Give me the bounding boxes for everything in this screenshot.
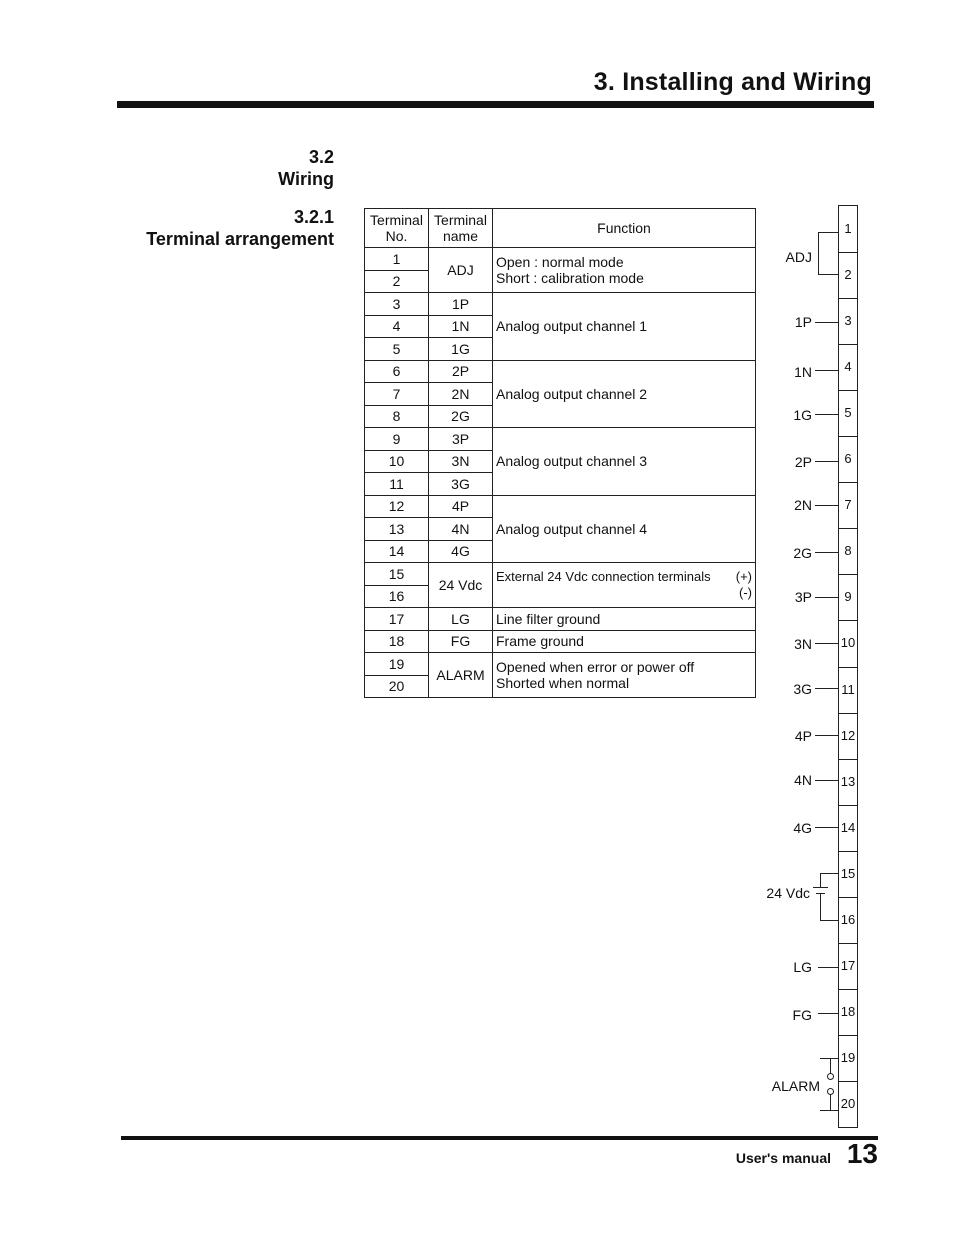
terminal-divider <box>839 344 857 345</box>
terminal-divider <box>839 252 857 253</box>
wire <box>815 322 838 323</box>
terminal-divider <box>839 989 857 990</box>
terminal-divider <box>839 528 857 529</box>
wire <box>818 967 838 968</box>
polarity-minus: (-) <box>739 585 752 600</box>
footer-label: User's manual <box>735 1150 831 1166</box>
terminal-number: 19 <box>840 1049 856 1065</box>
wire <box>815 552 838 553</box>
function-line: Short : calibration mode <box>496 270 644 286</box>
terminal-name: FG <box>429 630 493 653</box>
section-number: 3.2 <box>308 147 334 167</box>
terminal-no: 12 <box>365 495 429 518</box>
terminal-function: Analog output channel 2 <box>493 360 756 428</box>
diagram-label-1n: 1N <box>794 364 812 380</box>
terminal-divider <box>839 805 857 806</box>
wire <box>815 735 838 736</box>
terminal-name: ADJ <box>429 248 493 293</box>
terminal-name: 3N <box>429 450 493 473</box>
footer-rule <box>121 1136 878 1140</box>
wire <box>815 688 838 689</box>
terminal-name: 3P <box>429 428 493 451</box>
terminal-divider <box>839 897 857 898</box>
wire <box>815 643 838 644</box>
terminal-function: Analog output channel 4 <box>493 495 756 563</box>
diagram-label-3p: 3P <box>794 589 812 605</box>
terminal-number: 8 <box>844 543 852 559</box>
terminal-name: 4P <box>429 495 493 518</box>
adj-switch-line <box>818 232 819 274</box>
wire <box>815 597 838 598</box>
terminal-divider <box>839 759 857 760</box>
terminal-divider <box>839 1035 857 1036</box>
terminal-no: 18 <box>365 630 429 653</box>
terminal-divider <box>839 620 857 621</box>
wire <box>818 232 838 233</box>
diagram-label-24vdc: 24 Vdc <box>766 885 810 901</box>
subsection-number: 3.2.1 <box>293 207 334 227</box>
wire <box>820 1058 838 1059</box>
terminal-no: 1 <box>365 248 429 271</box>
terminal-no: 14 <box>365 540 429 563</box>
terminal-name: 4G <box>429 540 493 563</box>
terminal-number: 2 <box>844 267 852 283</box>
wire <box>820 873 821 887</box>
terminal-number: 13 <box>840 773 856 789</box>
wire <box>820 1110 838 1111</box>
diagram-label-4g: 4G <box>793 820 812 836</box>
diagram-label-1g: 1G <box>793 407 812 423</box>
function-line: External 24 Vdc connection terminals <box>496 569 711 584</box>
diagram-label-3n: 3N <box>794 636 812 652</box>
wire <box>815 505 838 506</box>
terminal-no: 10 <box>365 450 429 473</box>
terminal-number: 6 <box>844 451 852 467</box>
terminal-no: 2 <box>365 270 429 293</box>
terminal-number: 11 <box>841 681 855 697</box>
terminal-number: 9 <box>844 589 852 605</box>
terminal-no: 9 <box>365 428 429 451</box>
diagram-label-1p: 1P <box>794 314 812 330</box>
diagram-label-alarm: ALARM <box>771 1078 820 1094</box>
diagram-label-adj: ADJ <box>785 249 812 265</box>
terminal-no: 4 <box>365 315 429 338</box>
terminal-name: 4N <box>429 518 493 541</box>
terminal-name: 2P <box>429 360 493 383</box>
wire <box>820 920 838 921</box>
wire <box>815 827 838 828</box>
terminal-name: 1G <box>429 338 493 361</box>
terminal-name: 2G <box>429 405 493 428</box>
terminal-number: 20 <box>840 1095 856 1111</box>
terminal-no: 17 <box>365 608 429 631</box>
terminal-no: 8 <box>365 405 429 428</box>
terminal-no: 5 <box>365 338 429 361</box>
section-title: Wiring <box>278 169 334 189</box>
terminal-divider <box>839 482 857 483</box>
wire <box>830 1094 831 1110</box>
col-header-name: Terminal name <box>429 209 493 248</box>
terminal-function: Line filter ground <box>493 608 756 631</box>
diagram-label-2p: 2P <box>794 454 812 470</box>
terminal-no: 7 <box>365 383 429 406</box>
terminal-divider <box>839 713 857 714</box>
terminal-divider <box>839 298 857 299</box>
terminal-no: 13 <box>365 518 429 541</box>
wire <box>815 780 838 781</box>
wire <box>820 873 838 874</box>
terminal-number: 5 <box>844 405 852 421</box>
function-line: Open : normal mode <box>496 254 624 270</box>
diagram-label-2g: 2G <box>793 545 812 561</box>
terminal-function: Analog output channel 3 <box>493 428 756 496</box>
diagram-label-4p: 4P <box>794 728 812 744</box>
terminal-divider <box>839 851 857 852</box>
terminal-function: Analog output channel 1 <box>493 293 756 361</box>
terminal-no: 15 <box>365 563 429 586</box>
diagram-label-4n: 4N <box>794 772 812 788</box>
terminal-divider <box>839 436 857 437</box>
terminal-strip <box>838 205 858 1128</box>
page-number: 13 <box>846 1138 878 1169</box>
wire <box>818 274 838 275</box>
terminal-divider <box>839 943 857 944</box>
terminal-number: 15 <box>840 865 856 881</box>
diagram-label-lg: LG <box>793 959 812 975</box>
terminal-number: 7 <box>844 497 852 513</box>
subsection-title: Terminal arrangement <box>146 229 334 249</box>
wire <box>815 370 838 371</box>
contact-point <box>827 1073 834 1080</box>
terminal-divider <box>839 667 857 668</box>
col-header-function: Function <box>493 209 756 248</box>
terminal-name: 24 Vdc <box>429 563 493 608</box>
terminal-divider <box>839 574 857 575</box>
terminal-name: 2N <box>429 383 493 406</box>
terminal-number: 14 <box>840 819 856 835</box>
terminal-number: 1 <box>844 221 852 237</box>
wire <box>820 893 821 920</box>
terminal-no: 6 <box>365 360 429 383</box>
terminal-no: 11 <box>365 473 429 496</box>
terminal-no: 20 <box>365 675 429 698</box>
wire <box>830 1058 831 1074</box>
col-header-no: Terminal No. <box>365 209 429 248</box>
terminal-number: 16 <box>840 911 856 927</box>
terminal-number: 18 <box>840 1003 856 1019</box>
wire <box>815 414 838 415</box>
terminal-number: 4 <box>844 359 852 375</box>
terminal-no: 19 <box>365 653 429 676</box>
terminal-divider <box>839 1081 857 1082</box>
terminal-name: LG <box>429 608 493 631</box>
terminal-number: 3 <box>844 313 852 329</box>
terminal-name: 1N <box>429 315 493 338</box>
terminal-name: 1P <box>429 293 493 316</box>
diagram-label-2n: 2N <box>794 497 812 513</box>
terminal-name: ALARM <box>429 653 493 698</box>
diagram-label-3g: 3G <box>793 681 812 697</box>
terminal-number: 12 <box>840 727 856 743</box>
terminal-no: 3 <box>365 293 429 316</box>
terminal-divider <box>839 390 857 391</box>
function-line: Shorted when normal <box>496 675 630 691</box>
terminal-number: 17 <box>840 957 856 973</box>
wire <box>815 461 838 462</box>
terminal-name: 3G <box>429 473 493 496</box>
function-line: Opened when error or power off <box>496 659 695 675</box>
diagram-label-fg: FG <box>792 1007 812 1023</box>
terminal-no: 16 <box>365 585 429 608</box>
terminal-function: Frame ground <box>493 630 756 653</box>
wire <box>818 1013 838 1014</box>
chapter-title: 3. Installing and Wiring <box>593 68 872 96</box>
polarity-plus: (+) <box>735 569 752 584</box>
battery-plate <box>813 887 828 888</box>
terminal-number: 10 <box>840 635 856 651</box>
